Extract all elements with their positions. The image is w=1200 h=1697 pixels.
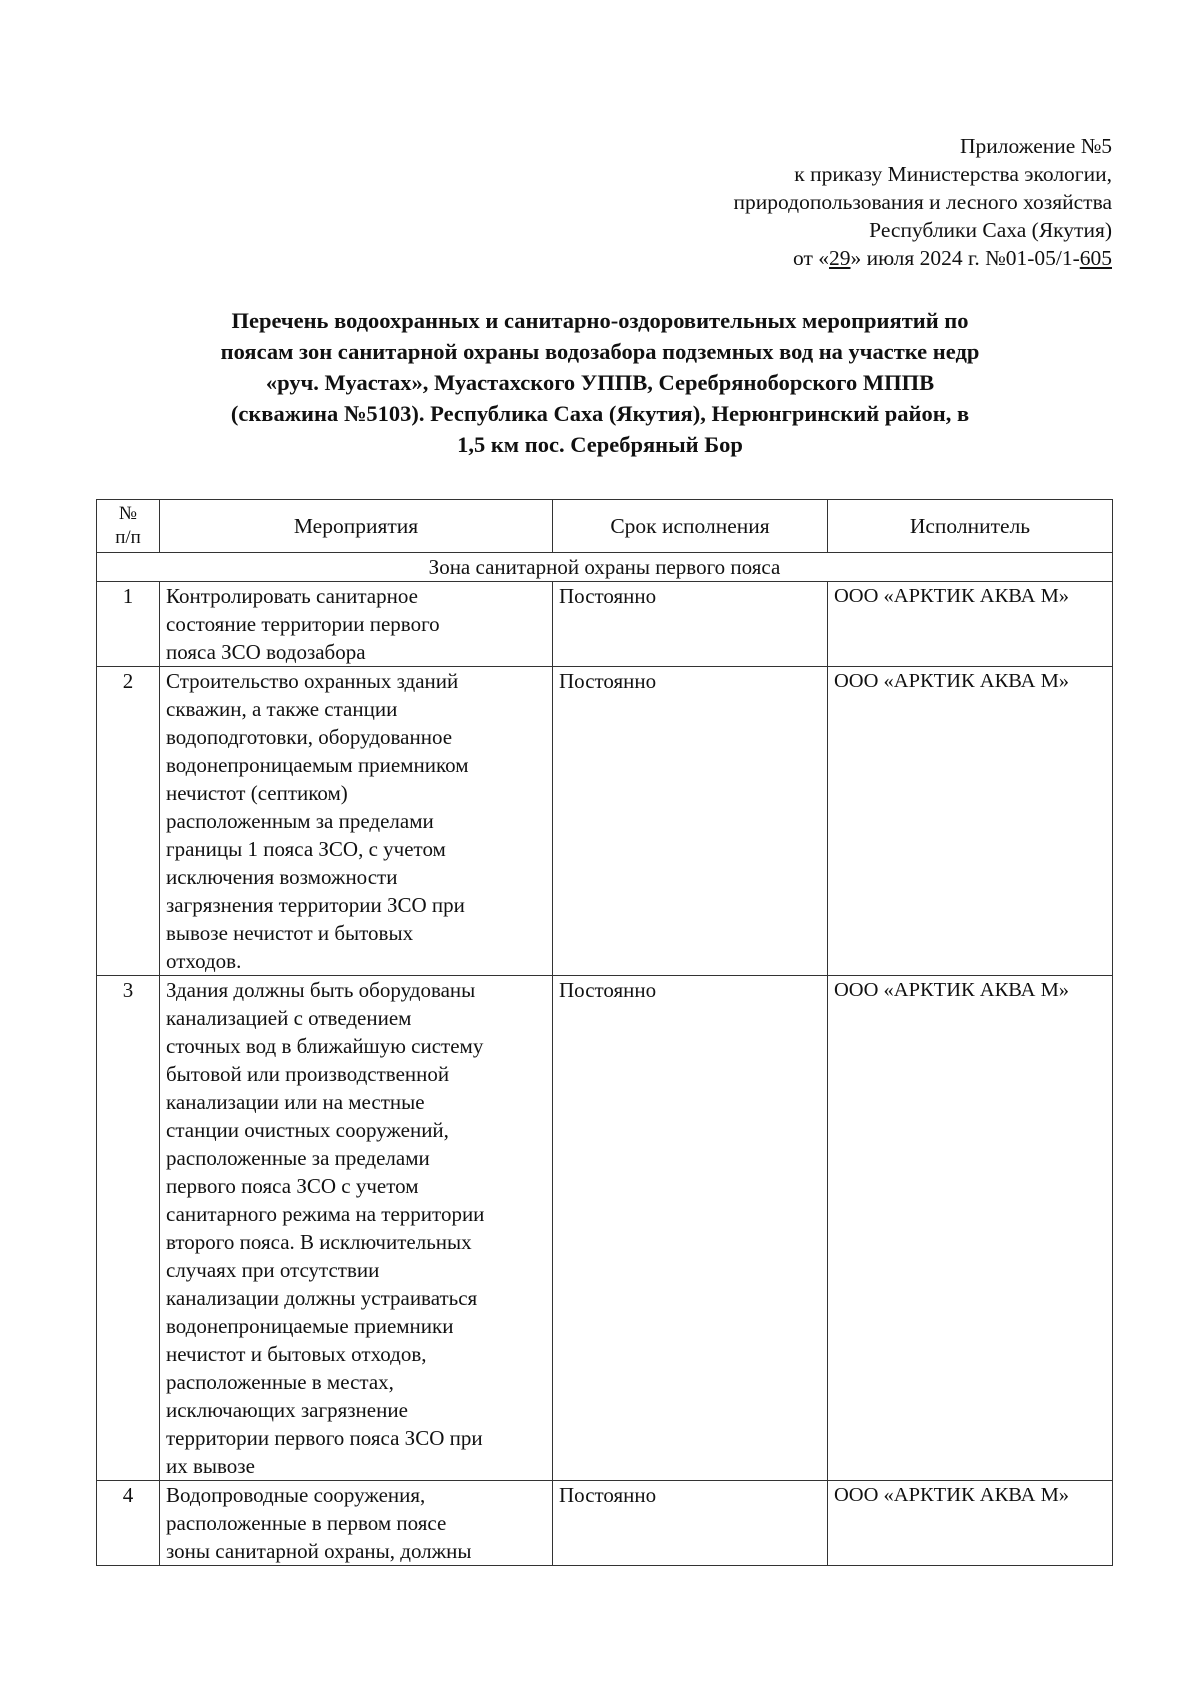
deadline-cell: Постоянно [553,667,828,976]
measure-text: Здания должны быть оборудованы канализацией с отведением сточных вод в ближайшую систему бытовой или производственной канализации или на местные станции очистных сооружений, расположенные за пределами первого пояса ЗСО с учетом санитарного режима на территории второго пояса. В исключительных случаях при отсутствии канализации должны устраиваться водонепроницаемые приемники нечистот и бытовых отходов, расположенные в местах, исключающих загрязнение территории первого пояса ЗСО при их вывозе [160,976,553,1481]
appendix-header [734,132,1112,272]
executor-cell: ООО «АРКТИК АКВА М» [828,976,1113,1481]
section-title: Зона санитарной охраны первого пояса [97,553,1113,582]
title-line: (скважина №5103). Республика Саха (Якутия), Нерюнгринский район, в [230,401,970,426]
title-line: «руч. Муастах», Муастахского УППВ, Серебряноборского МППВ [265,370,935,395]
section-row [97,553,1113,582]
title-line: поясам зон санитарной охраны водозабора подземных вод на участке недр [220,339,980,364]
header-measures: Мероприятия [160,500,553,553]
measure-text: Строительство охранных зданий скважин, а также станции водоподготовки, оборудованное водонепроницаемым приемником нечистот (септиком) расположенным за пределами границы 1 пояса ЗСО, с учетом исключения возможности загрязнения территории ЗСО при вывозе нечистот и бытовых отходов. [160,667,553,976]
header-deadline: Срок исполнения [553,500,828,553]
table-row [97,582,1113,667]
row-number: 1 [97,582,160,667]
measure-text: Водопроводные сооружения, расположенные в первом поясе зоны санитарной охраны, должны [160,1481,553,1566]
table-row [97,667,1113,976]
deadline-cell: Постоянно [553,1481,828,1566]
header-number: № п/п [97,500,160,553]
order-number: 605 [1079,246,1112,270]
appendix-line: природопользования и лесного хозяйства [733,190,1112,214]
table-row [97,976,1113,1481]
date-mid: » июля 2024 г. №01-05/1- [850,246,1080,270]
title-line: 1,5 км пос. Серебряный Бор [457,432,743,457]
executor-cell: ООО «АРКТИК АКВА М» [828,582,1113,667]
appendix-line: Приложение №5 [959,134,1112,158]
appendix-line: к приказу Министерства экологии, [794,162,1112,186]
measures-table [96,499,1113,1566]
row-number: 4 [97,1481,160,1566]
date-day: 29 [829,246,851,270]
deadline-cell: Постоянно [553,976,828,1481]
table-row [97,1481,1113,1566]
deadline-cell: Постоянно [553,582,828,667]
executor-cell: ООО «АРКТИК АКВА М» [828,667,1113,976]
executor-cell: ООО «АРКТИК АКВА М» [828,1481,1113,1566]
order-date-line [734,244,1112,272]
table-header-row [97,500,1113,553]
title-line: Перечень водоохранных и санитарно-оздоровительных мероприятий по [231,308,969,333]
measure-text: Контролировать санитарное состояние территории первого пояса ЗСО водозабора [160,582,553,667]
document-title [120,305,1080,460]
header-executor: Исполнитель [828,500,1113,553]
appendix-line: Республики Саха (Якутия) [869,218,1112,242]
row-number: 3 [97,976,160,1481]
date-prefix: от « [793,246,830,270]
row-number: 2 [97,667,160,976]
